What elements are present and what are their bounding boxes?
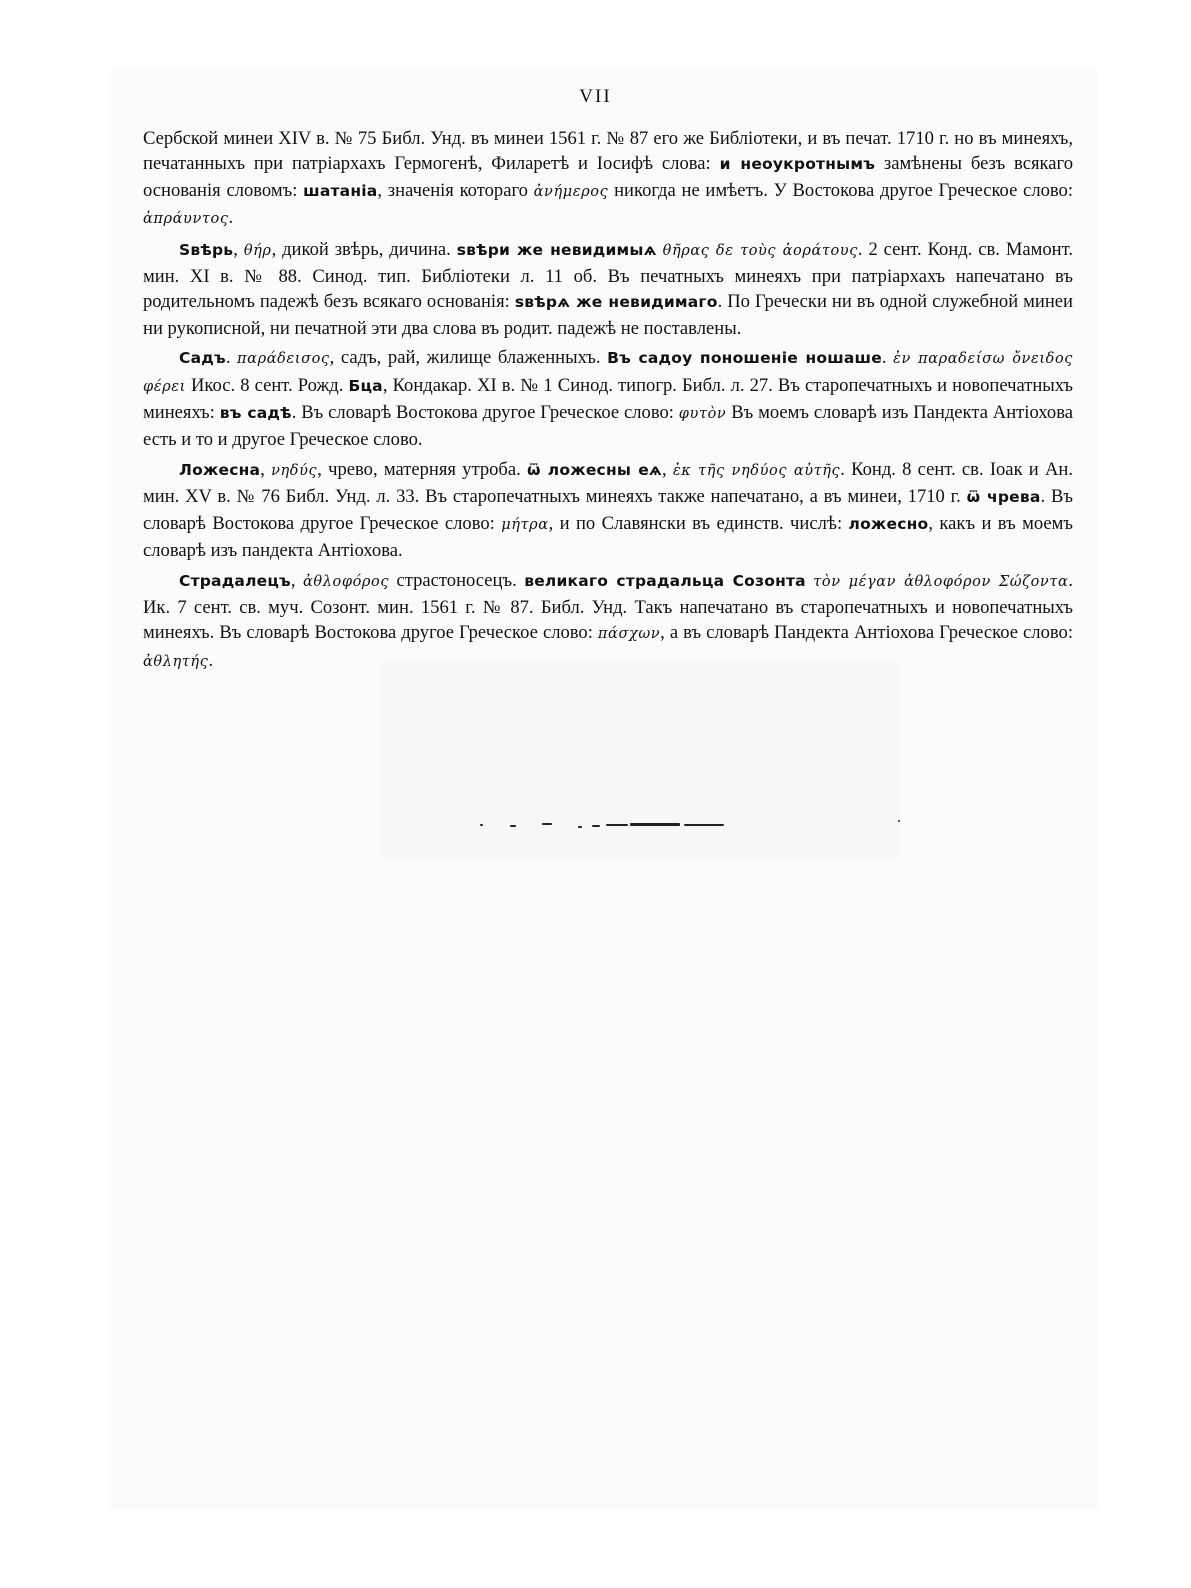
greek-term: νηδύς bbox=[271, 462, 318, 479]
paragraph-entry-lozhesna bbox=[143, 457, 1073, 564]
church-slavonic-quote: и неоукротнымъ bbox=[719, 155, 876, 174]
text-run: , какъ и въ моемъ словарѣ изъ пандекта Антіохова. bbox=[143, 512, 1074, 562]
text-run: , и по Славянски въ единств. числѣ: bbox=[548, 512, 849, 534]
church-slavonic-quote: великаго страдальца Созонта bbox=[524, 571, 806, 590]
text-run: . Конд. 8 сент. св. Іоак и Ан. мин. XV в. № 76 Библ. Унд. л. 33. Въ старопечатныхъ минеяхъ также напечатано, а въ минеи, 1710 г. bbox=[143, 458, 1073, 508]
paragraph-entry-zver bbox=[143, 237, 1073, 342]
greek-term: ἀπράυντος bbox=[143, 211, 229, 228]
text-run: , bbox=[290, 569, 303, 591]
text-run: . 2 сент. Конд. св. Мамонт. мин. XI в. № 88. Синод. тип. Библіотеки л. 11 об. Въ печатныхъ минеяхъ при патріархахъ напечатано въ родительномъ падежѣ безъ всякаго основанія: bbox=[143, 238, 1074, 313]
church-slavonic-quote: ложесно bbox=[848, 514, 929, 533]
text-run: , bbox=[260, 458, 272, 480]
page-number: VII bbox=[579, 86, 612, 107]
greek-term: ἀθλοφόρος bbox=[302, 573, 390, 590]
text-run: замѣнены безъ всякаго основанія словомъ: bbox=[143, 153, 1073, 201]
greek-term: πάσχων bbox=[597, 626, 661, 643]
paragraph-entry-stradalets bbox=[143, 568, 1073, 676]
text-run: . bbox=[225, 347, 238, 369]
church-slavonic-quote: ѿ чрева bbox=[966, 488, 1041, 507]
church-slavonic-quote: Бца bbox=[348, 376, 383, 395]
greek-term: ἐκ τῆς νηδύος αὐτῆς bbox=[672, 462, 841, 479]
church-slavonic-quote: Садъ bbox=[179, 349, 226, 368]
text-run: , а въ словарѣ Пандекта Антіохова Греческое слово: bbox=[660, 622, 1073, 644]
greek-term: ἀνήμερος bbox=[533, 183, 609, 200]
church-slavonic-quote: въ садѣ bbox=[219, 404, 292, 423]
text-run: . Въ словарѣ Востокова другое Греческое слово: bbox=[143, 486, 1073, 534]
text-run: , bbox=[662, 458, 673, 480]
body-text bbox=[143, 126, 1073, 679]
greek-term: τὸν μέγαν ἀθλοφόρον Σώζοντα bbox=[813, 573, 1069, 590]
text-run: Сербской минеи XIV в. № 75 Библ. Унд. въ минеи 1561 г. № 87 его же Библіотеки, и въ печат. 1710 г. но въ минеяхъ, печатанныхъ при патріархахъ Гермогенѣ, Филаретѣ и Іосифѣ слова: bbox=[143, 128, 1073, 175]
text-run: . bbox=[228, 207, 234, 229]
text-run: . По Гречески ни въ одной служебной минеи ни рукописной, ни печатной эти два слова въ родит. падежѣ не поставлены. bbox=[143, 291, 1074, 339]
text-run: , значенія котораго bbox=[377, 179, 534, 201]
greek-term: ἀθλητής bbox=[143, 653, 209, 670]
text-run: . bbox=[881, 347, 894, 369]
text-run: Икос. 8 сент. Рожд. bbox=[185, 374, 349, 396]
text-run: , bbox=[233, 238, 244, 260]
church-slavonic-quote: Ложесна bbox=[179, 460, 261, 479]
paragraph-entry-sad bbox=[143, 345, 1073, 453]
greek-term: θήρ bbox=[243, 242, 272, 259]
text-run: , дикой звѣрь, дичина. bbox=[271, 238, 457, 260]
church-slavonic-quote: ѿ ложесны еѧ bbox=[526, 460, 663, 479]
greek-term: θῆρας δε τοὺς ἀοράτους bbox=[662, 242, 858, 259]
church-slavonic-quote: Въ садоу поношеніе ношаше bbox=[607, 349, 882, 368]
text-run: никогда не имѣетъ. У Востокова другое Греческое слово: bbox=[608, 179, 1074, 201]
text-run: Въ моемъ словарѣ изъ Пандекта Антіохова есть и то и другое Греческое слово. bbox=[143, 402, 1073, 451]
church-slavonic-quote: Страдалецъ bbox=[179, 571, 291, 590]
scan-smudge-mark bbox=[480, 818, 910, 832]
text-run: . Въ словарѣ Востокова другое Греческое слово: bbox=[291, 402, 679, 424]
text-run: . Ик. 7 сент. св. муч. Созонт. мин. 1561 г. № 87. Библ. Унд. Такъ напечатано въ старопечатныхъ и новопечатныхъ минеяхъ. Въ словарѣ Востокова другое Греческое слово: bbox=[143, 569, 1074, 644]
church-slavonic-quote: ѕвѣри же невидимыѧ bbox=[456, 240, 657, 259]
paragraph-serbian-menaion bbox=[143, 126, 1073, 233]
greek-term: παράδεισος bbox=[237, 351, 330, 368]
text-run: , Кондакар. XI в. № 1 Синод. типогр. Библ. л. 27. Въ старопечатныхъ и новопечатныхъ минеяхъ: bbox=[143, 374, 1074, 424]
text-run: , чрево, матерняя утроба. bbox=[317, 458, 527, 480]
greek-term: ἐν παραδείσω ὄνειδος φέρει bbox=[143, 351, 1073, 395]
text-run: , садъ, рай, жилище блаженныхъ. bbox=[329, 347, 608, 369]
church-slavonic-quote: шатаніа bbox=[303, 181, 378, 200]
church-slavonic-quote: ѕвѣрѧ же невидимаго bbox=[514, 293, 718, 312]
greek-term: φυτὸν bbox=[678, 406, 727, 423]
church-slavonic-quote: Ѕвѣрь bbox=[179, 240, 234, 259]
text-run: страстоносецъ. bbox=[389, 569, 525, 591]
greek-term: μήτρα bbox=[501, 516, 549, 533]
text-run: . bbox=[208, 649, 214, 671]
